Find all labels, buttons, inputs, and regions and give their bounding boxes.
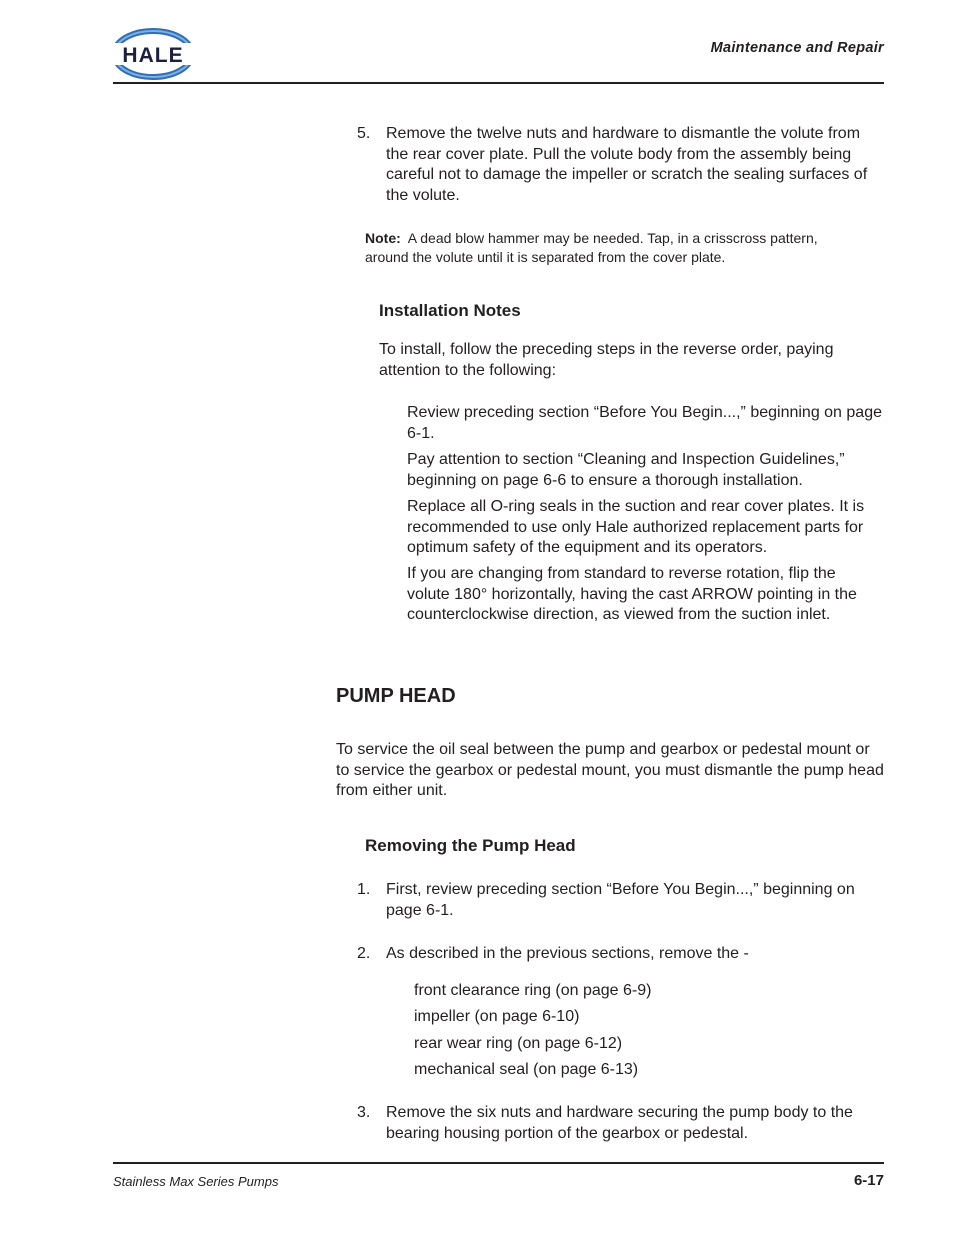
note-label: Note: [365, 230, 401, 246]
footer-title: Stainless Max Series Pumps [113, 1174, 279, 1189]
section-heading: PUMP HEAD [336, 685, 456, 707]
list-item: Pay attention to section “Cleaning and Inspection Guidelines,” beginning on page 6-6 to ensure a thorough installation. [407, 451, 845, 489]
list-item: Replace all O-ring seals in the suction and rear cover plates. It is recommended to use only Hale authorized replacement parts for optimum safety of the equipment and its operators. [407, 498, 865, 557]
list-item: Review preceding section “Before You Begin...,” beginning on page 6-1. [407, 404, 882, 442]
step-number: 1. [357, 881, 371, 898]
step-number: 5. [357, 125, 371, 142]
step-number: 2. [357, 945, 371, 962]
installation-heading: Installation Notes [379, 301, 521, 320]
part-item: rear wear ring (on page 6-12) [414, 1035, 623, 1052]
note-text: A dead blow hammer may be needed. Tap, in a crisscross pattern, around the volute until it is separated from the cover plate. [365, 230, 818, 265]
pump-head-intro: To service the oil seal between the pump and gearbox or pedestal mount or to service the gearbox or pedestal mount, you must dismantle the pump head from either unit. [336, 741, 884, 800]
page-number: 6-17 [853, 1172, 884, 1189]
hale-logo [110, 26, 196, 82]
step-number: 3. [357, 1104, 371, 1121]
hale-logo-graphic [110, 26, 196, 82]
step-text: First, review preceding section “Before You Begin...,” beginning on page 6-1. [386, 881, 855, 919]
note [365, 229, 865, 267]
header-title: Maintenance and Repair [710, 40, 884, 56]
step-text: As described in the previous sections, remove the - [386, 945, 749, 962]
part-item: impeller (on page 6-10) [414, 1008, 580, 1025]
part-item: mechanical seal (on page 6-13) [414, 1061, 639, 1078]
logo-text: HALE [122, 44, 184, 67]
header-rule [113, 82, 884, 84]
removing-heading: Removing the Pump Head [365, 836, 576, 855]
list-item: If you are changing from standard to reverse rotation, flip the volute 180° horizontally, having the cast ARROW pointing in the counterclockwise direction, as viewed from the suction inlet. [407, 565, 857, 624]
footer-rule [113, 1162, 884, 1164]
installation-intro: To install, follow the preceding steps in the reverse order, paying attention to the following: [379, 341, 834, 379]
step-text: Remove the six nuts and hardware securing the pump body to the bearing housing portion of the gearbox or pedestal. [386, 1104, 853, 1142]
part-item: front clearance ring (on page 6-9) [414, 982, 652, 999]
step-text: Remove the twelve nuts and hardware to dismantle the volute from the rear cover plate. Pull the volute body from the assembly being careful not to damage the impeller or scratch the sealing surfaces of the volute. [386, 125, 868, 204]
